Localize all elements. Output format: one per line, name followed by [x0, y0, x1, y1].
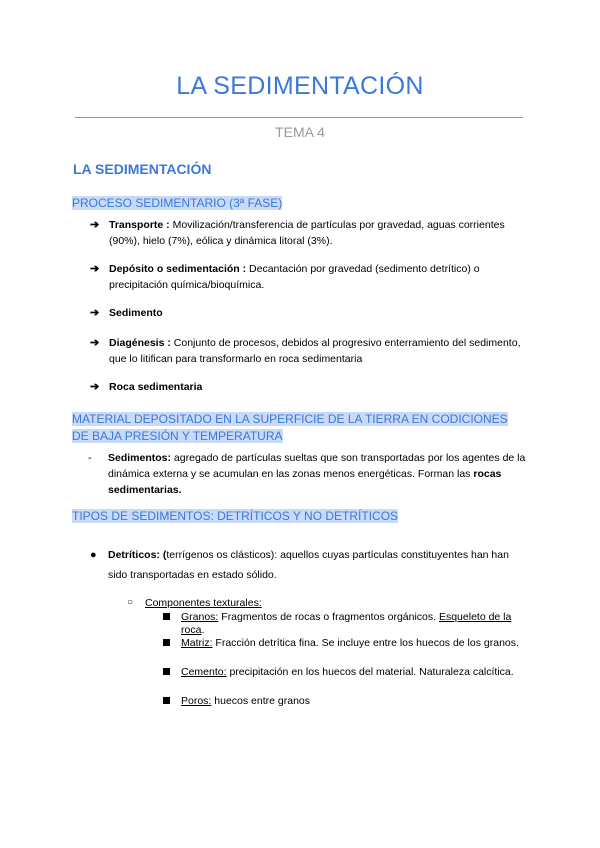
- arrow-bullet-icon: ➔: [90, 381, 100, 393]
- list-item-cemento: Cemento: precipitación en los huecos del material. Naturaleza calcítica.: [163, 666, 523, 679]
- square-bullet-icon: [163, 613, 170, 620]
- square-bullet-icon: [163, 639, 170, 646]
- proceso-heading: PROCESO SEDIMENTARIO (3ª FASE): [72, 196, 283, 210]
- title-divider: [75, 117, 523, 118]
- dot-bullet-icon: ●: [90, 549, 97, 561]
- arrow-bullet-icon: ➔: [90, 307, 100, 319]
- list-item-sedimentos: - Sedimentos: agregado de partículas sueltas que son transportadas por los agentes de la dinámica externa y se acumulan en las zonas menos energéticas. Forman las rocas sedimentarias.: [88, 452, 526, 496]
- list-item-transporte: ➔ Transporte : Movilización/transferencia de partículas por gravedad, aguas corrientes (90%), hielo (7%), eólica y dinámica litoral (3%).: [90, 219, 505, 247]
- list-item-roca: ➔ Roca sedimentaria: [90, 381, 203, 393]
- document-title: LA SEDIMENTACIÓN: [176, 72, 424, 100]
- list-item-granos: Granos: Fragmentos de rocas o fragmentos orgánicos. Esqueleto de la roca.: [163, 611, 523, 637]
- square-bullet-icon: [163, 668, 170, 675]
- list-item-deposito: ➔ Depósito o sedimentación : Decantación por gravedad (sedimento detrítico) o precipitación química/bioquímica.: [90, 263, 480, 291]
- dash-bullet: -: [88, 452, 92, 464]
- tipos-heading: TIPOS DE SEDIMENTOS: DETRÍTICOS Y NO DETRÍTICOS: [72, 509, 399, 523]
- arrow-bullet-icon: ➔: [90, 219, 100, 231]
- square-bullet-icon: [163, 697, 170, 704]
- list-item-componentes: ○ Componentes texturales:: [127, 597, 262, 609]
- section-heading: LA SEDIMENTACIÓN: [73, 161, 212, 177]
- circle-bullet-icon: ○: [127, 597, 134, 608]
- arrow-bullet-icon: ➔: [90, 263, 100, 275]
- document-subtitle: TEMA 4: [275, 124, 325, 140]
- list-item-diagenesis: ➔ Diagénesis : Conjunto de procesos, debidos al progresivo enterramiento del sedimento, que lo litifican para transformarlo en roca sedimentaria: [90, 337, 521, 365]
- list-item-sedimento: ➔ Sedimento: [90, 307, 163, 319]
- list-item-poros: Poros: huecos entre granos: [163, 695, 523, 708]
- list-item-matriz: Matriz: Fracción detrítica fina. Se incluye entre los huecos de los granos.: [163, 637, 523, 650]
- material-heading: MATERIAL DEPOSITADO EN LA SUPERFICIE DE LA TIERRA EN CODICIONES DE BAJA PRESIÓN Y TEMPERATURA: [72, 412, 508, 443]
- arrow-bullet-icon: ➔: [90, 337, 100, 349]
- list-item-detriticos: ● Detríticos: (terrígenos os clásticos): aquellos cuyas partículas constituyentes han han sido transportadas en estado sólido.: [90, 545, 520, 585]
